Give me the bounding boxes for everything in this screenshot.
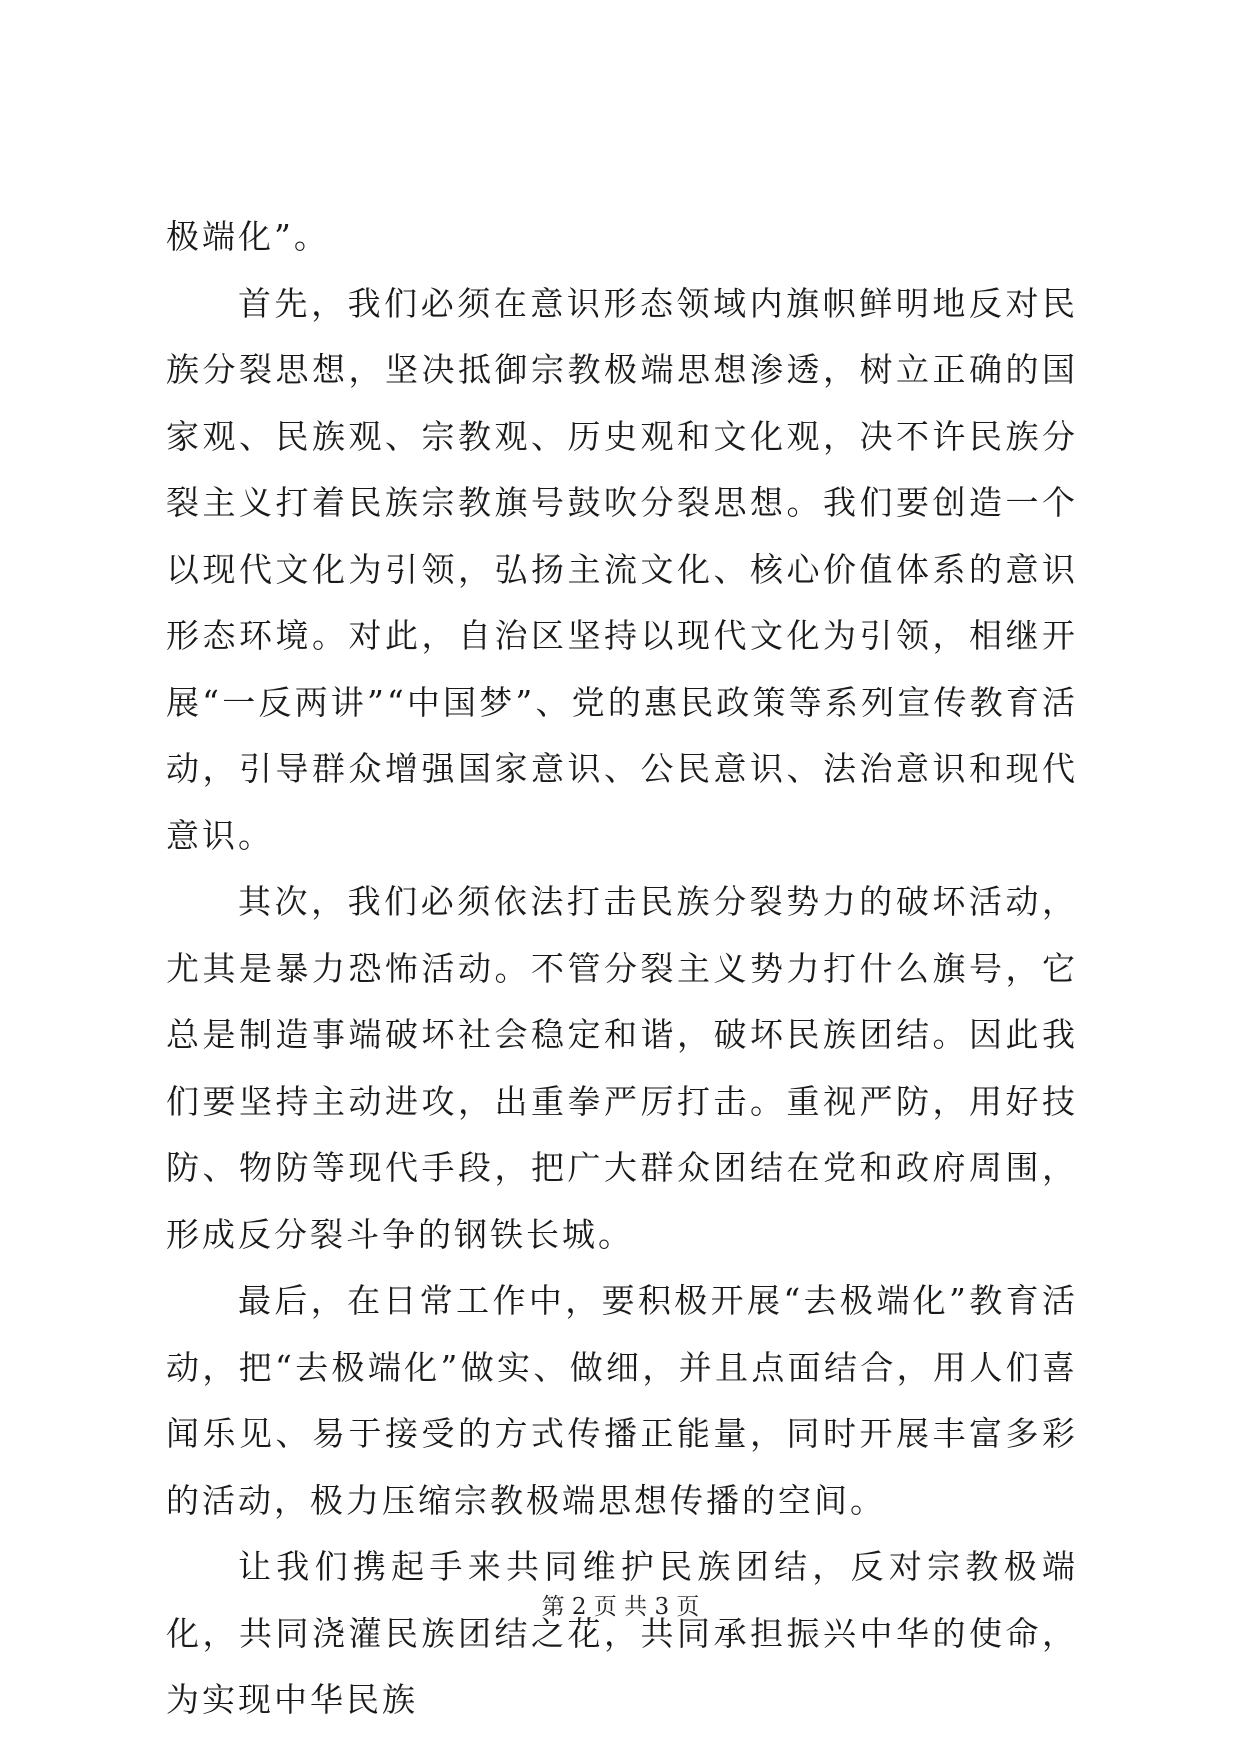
paragraph-0: 极端化”。 bbox=[166, 217, 330, 256]
paragraph-3: 最后，在日常工作中，要积极开展“去极端化”教育活动，把“去极端化”做实、做细，并且点面结合，用人们喜闻乐见、易于接受的方式传播正能量，同时开展丰富多彩的活动，极力压缩宗教极端思想传播的空间。 bbox=[166, 1281, 1078, 1520]
document-body bbox=[166, 204, 1078, 1734]
page-footer: 第 2 页 共 3 页 bbox=[541, 1594, 700, 1620]
paragraph-2: 其次，我们必须依法打击民族分裂势力的破坏活动，尤其是暴力恐怖活动。不管分裂主义势力打什么旗号，它总是制造事端破坏社会稳定和谐，破坏民族团结。因此我们要坚持主动进攻，出重拳严厉打击。重视严防，用好技防、物防等现代手段，把广大群众团结在党和政府周围，形成反分裂斗争的钢铁长城。 bbox=[166, 882, 1078, 1254]
paragraph-4: 让我们携起手来共同维护民族团结，反对宗教极端化，共同浇灌民族团结之花，共同承担振兴中华的使命，为实现中华民族 bbox=[166, 1547, 1078, 1719]
paragraph-1: 首先，我们必须在意识形态领域内旗帜鲜明地反对民族分裂思想，坚决抵御宗教极端思想渗透，树立正确的国家观、民族观、宗教观、历史观和文化观，决不许民族分裂主义打着民族宗教旗号鼓吹分裂思想。我们要创造一个以现代文化为引领，弘扬主流文化、核心价值体系的意识形态环境。对此，自治区坚持以现代文化为引领，相继开展“一反两讲”“中国梦”、党的惠民政策等系列宣传教育活动，引导群众增强国家意识、公民意识、法治意识和现代意识。 bbox=[166, 283, 1078, 855]
